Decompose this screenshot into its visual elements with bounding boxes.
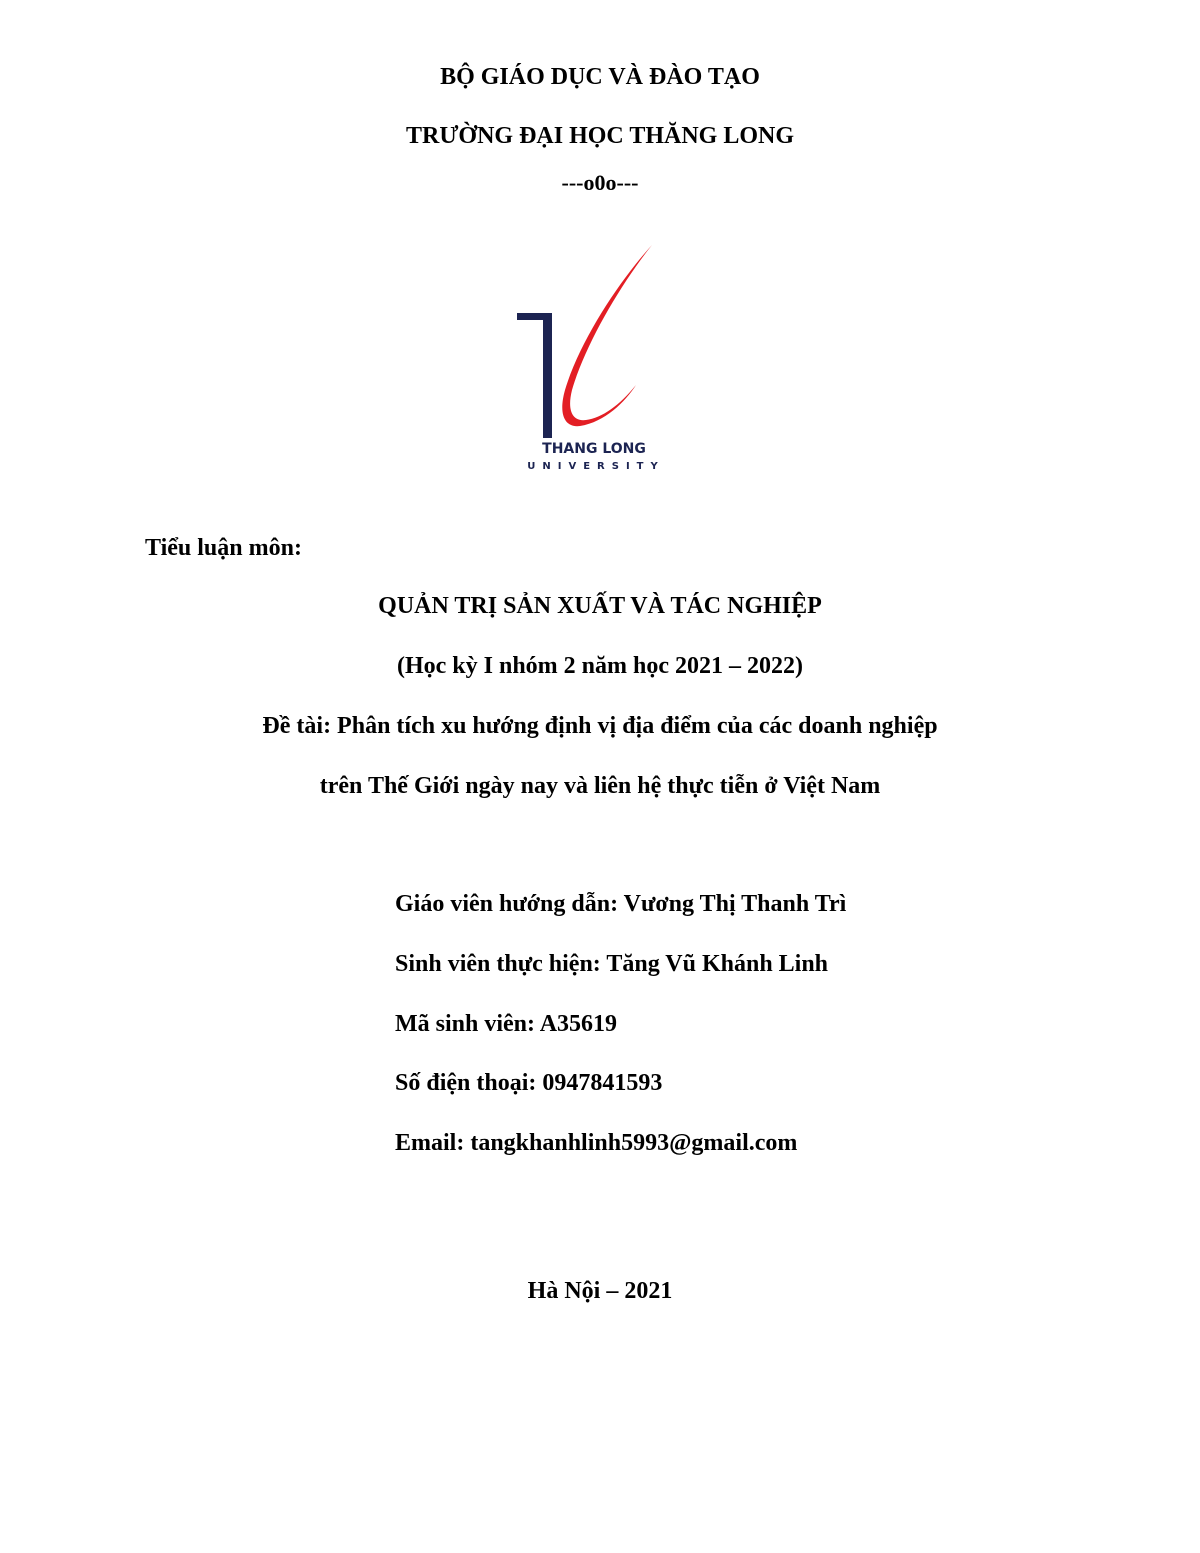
logo-navy-bar — [517, 313, 552, 438]
course-label: Tiểu luận môn: — [145, 535, 302, 561]
logo-text-thang-long: THANG LONG — [542, 441, 646, 457]
course-name: QUẢN TRỊ SẢN XUẤT VÀ TÁC NGHIỆP — [378, 593, 822, 619]
student-id-info: Mã sinh viên: A35619 — [395, 1011, 618, 1037]
email-info: Email: tangkhanhlinh5993@gmail.com — [395, 1130, 798, 1156]
thang-long-university-logo — [510, 240, 680, 475]
logo-red-swoosh — [562, 245, 652, 426]
place-date: Hà Nội – 2021 — [527, 1278, 673, 1304]
course-term: (Học kỳ I nhóm 2 năm học 2021 – 2022) — [396, 653, 804, 679]
topic-line-2: trên Thế Giới ngày nay và liên hệ thực tiễn ở Việt Nam — [319, 773, 881, 799]
separator: ---o0o--- — [561, 170, 639, 195]
university-title: TRƯỜNG ĐẠI HỌC THĂNG LONG — [405, 123, 795, 149]
logo-text-university: UNIVERSITY — [527, 461, 665, 472]
topic-line-1: Đề tài: Phân tích xu hướng định vị địa điểm của các doanh nghiệp — [262, 713, 938, 739]
student-info: Sinh viên thực hiện: Tăng Vũ Khánh Linh — [395, 951, 829, 977]
advisor-info: Giáo viên hướng dẫn: Vương Thị Thanh Trì — [395, 891, 847, 917]
ministry-title: BỘ GIÁO DỤC VÀ ĐÀO TẠO — [440, 64, 760, 90]
phone-info: Số điện thoại: 0947841593 — [395, 1070, 663, 1096]
